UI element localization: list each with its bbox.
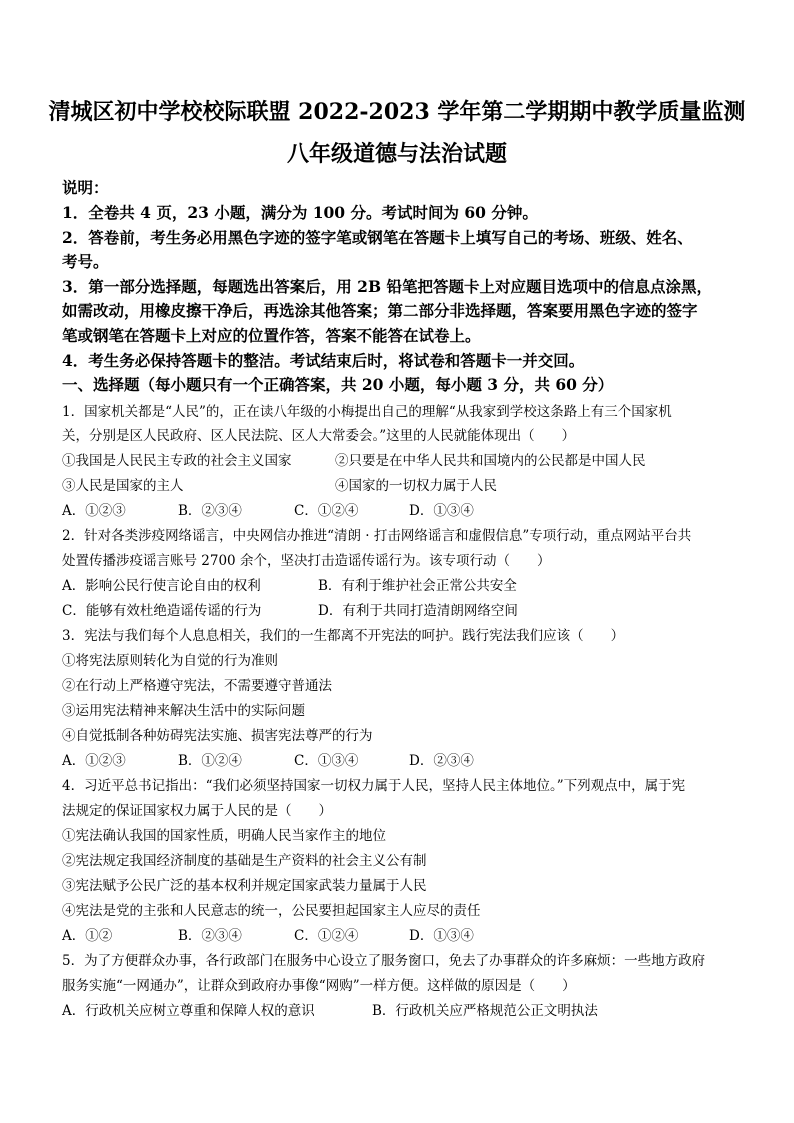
q2-stem-line1: 2．针对各类涉疫网络谣言，中央网信办推进“清朗 · 打击网络谣言和虚假信息”专项行动，重点网站平台共: [62, 528, 692, 544]
q4-statement-1: ①宪法确认我国的国家性质，明确人民当家作主的地位: [62, 828, 386, 844]
q3-statement-3: ③运用宪法精神来解决生活中的实际问题: [62, 703, 305, 719]
q3-option-a: A．①②③: [62, 753, 126, 769]
q3-option-c: C．①③④: [294, 753, 359, 769]
q2-option-d: D．有利于共同打造清朗网络空间: [318, 603, 518, 619]
q1-statement-2: ②只要是在中华人民共和国境内的公民都是中国人民: [335, 453, 646, 469]
q5-option-b: B．行政机关应严格规范公正文明执法: [372, 1003, 598, 1019]
q4-option-a: A．①②: [62, 928, 113, 944]
q2-option-a: A．影响公民行使言论自由的权利: [62, 578, 261, 594]
q1-statement-4: ④国家的一切权力属于人民: [335, 478, 497, 494]
q3-statement-2: ②在行动上严格遵守宪法，不需要遵守普通法: [62, 678, 332, 694]
exam-title-line1: 清城区初中学校校际联盟 2022-2023 学年第二学期期中教学质量监测: [48, 99, 746, 125]
section-1-heading: 一、选择题（每小题只有一个正确答案，共 20 小题，每小题 3 分，共 60 分）: [62, 375, 614, 394]
instruction-item-4: 4．考生务必保持答题卡的整洁。考试结束后时，将试卷和答题卡一并交回。: [62, 351, 585, 370]
q4-stem-line2: 法规定的保证国家权力属于人民的是（ ）: [62, 803, 332, 819]
q4-option-d: D．①③④: [409, 928, 474, 944]
instruction-item-2-line1: 2．答卷前，考生务必用黑色字迹的签字笔或钢笔在答题卡上填写自己的考场、班级、姓名、: [62, 228, 693, 247]
q1-statement-3: ③人民是国家的主人: [62, 478, 184, 494]
q4-option-c: C．①②④: [294, 928, 359, 944]
q1-option-c: C．①②④: [294, 503, 359, 519]
q3-statement-1: ①将宪法原则转化为自觉的行为准则: [62, 653, 278, 669]
q3-option-d: D．②③④: [409, 753, 474, 769]
instruction-item-3-line1: 3．第一部分选择题，每题选出答案后，用 2B 铅笔把答题卡上对应题目选项中的信息点涂黑，: [62, 277, 712, 296]
q1-option-b: B．②③④: [178, 503, 242, 519]
instruction-item-3-line2: 如需改动，用橡皮擦干净后，再选涂其他答案；第二部分非选择题，答案要用黑色字迹的签字: [62, 301, 698, 320]
exam-title-line2: 八年级道德与法治试题: [287, 141, 508, 167]
q1-stem-line2: 关，分别是区人民政府、区人民法院、区人大常委会。”这里的人民就能体现出（ ）: [62, 428, 576, 444]
instructions-heading: 说明：: [62, 178, 109, 197]
q1-option-d: D．①③④: [409, 503, 474, 519]
q5-option-a: A．行政机关应树立尊重和保障人权的意识: [62, 1003, 315, 1019]
q4-stem-line1: 4．习近平总书记指出：“我们必须坚持国家一切权力属于人民，坚持人民主体地位。”下列观点中，属于宪: [62, 778, 686, 794]
q4-statement-2: ②宪法规定我国经济制度的基础是生产资料的社会主义公有制: [62, 853, 427, 869]
q3-stem: 3．宪法与我们每个人息息相关，我们的一生都离不开宪法的呵护。践行宪法我们应该（ ）: [62, 628, 625, 644]
q3-option-b: B．①②④: [178, 753, 242, 769]
q2-option-c: C．能够有效杜绝造谣传谣的行为: [62, 603, 262, 619]
q2-stem-line2: 处置传播涉疫谣言账号 2700 余个，坚决打击造谣传谣行为。该专项行动（ ）: [62, 553, 551, 569]
q2-option-b: B．有利于维护社会正常公共安全: [318, 578, 517, 594]
q4-option-b: B．②③④: [178, 928, 242, 944]
q4-statement-3: ③宪法赋予公民广泛的基本权利并规定国家武装力量属于人民: [62, 878, 427, 894]
q5-stem-line1: 5．为了方便群众办事，各行政部门在服务中心设立了服务窗口，免去了办事群众的许多麻烦：一些地方政府: [62, 953, 706, 969]
instruction-item-1: 1．全卷共 4 页，23 小题，满分为 100 分。考试时间为 60 分钟。: [62, 203, 538, 222]
instruction-item-3-line3: 笔或钢笔在答题卡上对应的位置作答，答案不能答在试卷上。: [62, 326, 481, 345]
q1-option-a: A．①②③: [62, 503, 126, 519]
q5-stem-line2: 服务实施“一网通办”，让群众到政府办事像“网购”一样方便。这样做的原因是（ ）: [62, 978, 576, 994]
q3-statement-4: ④自觉抵制各种妨碍宪法实施、损害宪法尊严的行为: [62, 728, 373, 744]
q1-statement-1: ①我国是人民民主专政的社会主义国家: [62, 453, 292, 469]
instruction-item-2-line2: 考号。: [62, 252, 109, 271]
q1-stem-line1: 1．国家机关都是“人民”的，正在读八年级的小梅提出自己的理解“从我家到学校这条路上有三个国家机: [62, 404, 672, 420]
q4-statement-4: ④宪法是党的主张和人民意志的统一，公民要担起国家主人应尽的责任: [62, 903, 481, 919]
